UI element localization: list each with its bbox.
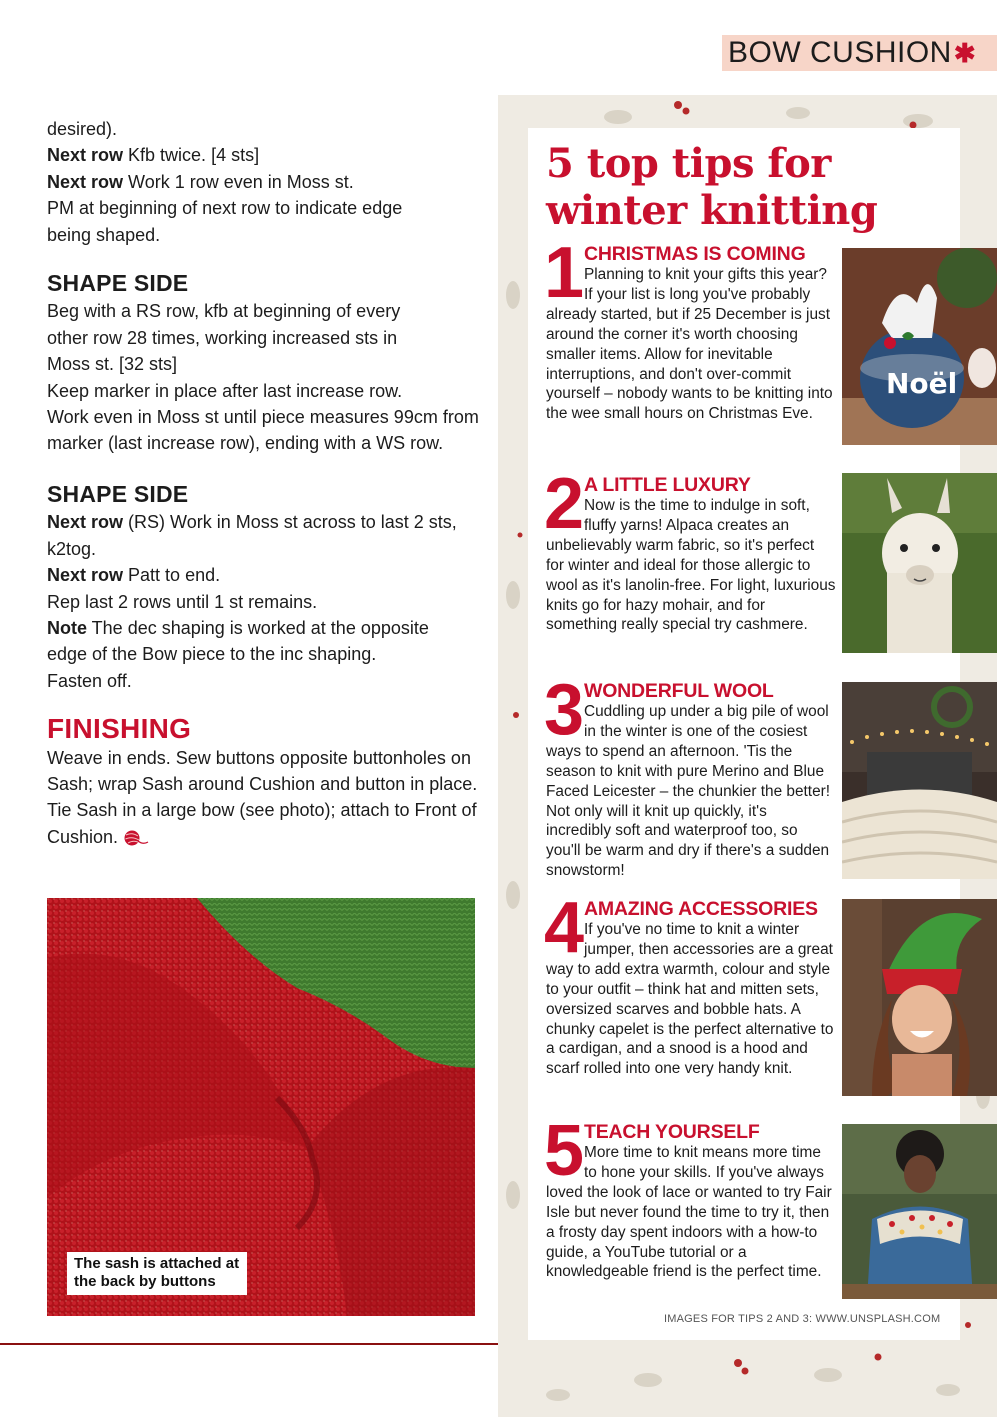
tip-number: 2 bbox=[544, 464, 585, 544]
tip-image-tea-cosy bbox=[842, 248, 997, 445]
divider-line bbox=[0, 1343, 500, 1345]
tip-item-3 bbox=[544, 670, 836, 881]
tip-heading: AMAZING ACCESSORIES bbox=[584, 898, 818, 920]
tip-text: Cuddling up under a big pile of wool in the winter is one of the cosiest ways to spend an afternoon. 'Tis the season to knit with pure Merino and Blue Faced Leicester – the chunkier the better! Not only will it knit up quickly, it's incredibly soft and waterproof too, so you'll be warm and dry if there's a sudden snowstorm! bbox=[546, 703, 831, 880]
text-line: PM at beginning of next row to indicate edge being shaped. bbox=[47, 198, 403, 245]
tip-item-2 bbox=[544, 464, 836, 635]
tip-heading: WONDERFUL WOOL bbox=[584, 680, 774, 702]
tip-text: If you've no time to knit a winter jumper, then accessories are a great way to add extra warmth, colour and style to your outfit – think hat and mitten sets, oversized scarves and bobble hats. A chunky capelet is the perfect alternative to a cardigan, and a snood is a hood and scarf rolled into one very handy knit. bbox=[546, 921, 834, 1078]
tip-heading: CHRISTMAS IS COMING bbox=[584, 243, 806, 265]
tip-item-4 bbox=[544, 888, 836, 1079]
yarn-ball-icon bbox=[123, 829, 149, 847]
text-line: Keep marker in place after last increase row. bbox=[47, 380, 403, 401]
text-line: Rep last 2 rows until 1 st remains. bbox=[47, 591, 318, 612]
tips-title: 5 top tips for winter knitting bbox=[546, 140, 878, 234]
text-line: desired). bbox=[47, 119, 118, 139]
text-line: Next row (RS) Work in Moss st across to last 2 sts, k2tog. bbox=[47, 512, 457, 559]
tip-heading: A LITTLE LUXURY bbox=[584, 474, 751, 496]
tip-text: Planning to knit your gifts this year? If your list is long you've probably already started, but if 25 December is just around the corner it's worth choosing smaller items. Allow for inevitable interruptions, and don't over-commit yourself – nobody wants to be knitting into the wee small hours on Christmas Eve. bbox=[546, 266, 833, 423]
finishing-heading: FINISHING bbox=[47, 713, 192, 745]
tip-text: More time to knit means more time to hone your skills. If you've always loved the look of lace or wanted to try Fair Isle but never found the time to try it, then a frosty day spent indoors with a how-to guide, a YouTube tutorial or a knowledgeable friend is the perfect time. bbox=[546, 1144, 832, 1281]
text-line: Next row Work 1 row even in Moss st. bbox=[47, 171, 354, 192]
tip-item-1 bbox=[544, 233, 836, 424]
image-credit: IMAGES FOR TIPS 2 AND 3: WWW.UNSPLASH.COM bbox=[664, 1313, 941, 1325]
tip-image-alpaca bbox=[842, 473, 997, 653]
text-line: Next row Patt to end. bbox=[47, 565, 221, 586]
tip-image-elf-hat bbox=[842, 899, 997, 1096]
pattern-instructions bbox=[47, 116, 487, 850]
asterisk-icon: ✱ bbox=[953, 37, 976, 68]
text-line: Next row Kfb twice. [4 sts] bbox=[47, 145, 260, 166]
photo-caption: The sash is attached at the back by buttons bbox=[67, 1252, 247, 1295]
tip-image-fair-isle-jumper bbox=[842, 1124, 997, 1299]
text-line: Fasten off. bbox=[47, 670, 132, 691]
shape-side-heading-2: SHAPE SIDE bbox=[47, 480, 189, 507]
intro-block bbox=[47, 116, 487, 248]
finishing-text: Weave in ends. Sew buttons opposite buttonholes on Sash; wrap Sash around Cushion and button in place. Tie Sash in a large bow (see photo); attach to Front of Cushion. bbox=[47, 747, 478, 847]
noel-text: Noël bbox=[886, 367, 958, 400]
shape-side-heading-1: SHAPE SIDE bbox=[47, 270, 189, 297]
tip-number: 1 bbox=[544, 233, 585, 313]
section-header-tab bbox=[722, 35, 997, 71]
tip-number: 5 bbox=[544, 1111, 585, 1191]
tip-number: 4 bbox=[544, 888, 585, 968]
tip-image-chunky-blanket bbox=[842, 682, 997, 879]
tip-item-5 bbox=[544, 1111, 836, 1282]
section-title: BOW CUSHION bbox=[728, 36, 952, 69]
text-line: Note The dec shaping is worked at the opposite edge of the Bow piece to the inc shaping. bbox=[47, 617, 429, 665]
text-line: Work even in Moss st until piece measures 99cm from marker (last increase row), ending with a WS row. bbox=[47, 407, 479, 454]
text-line: Beg with a RS row, kfb at beginning of every other row 28 times, working increased sts in Moss st. [32 sts] bbox=[47, 301, 401, 375]
tip-number: 3 bbox=[544, 670, 585, 750]
tip-text: Now is the time to indulge in soft, fluffy yarns! Alpaca creates an unbelievably warm fabric, so it's perfect for winter and ideal for those allergic to wool as it's lanolin-free. For light, luxurious knits go for hazy mohair, and for something really special try cashmere. bbox=[546, 497, 836, 634]
tip-heading: TEACH YOURSELF bbox=[584, 1121, 760, 1143]
